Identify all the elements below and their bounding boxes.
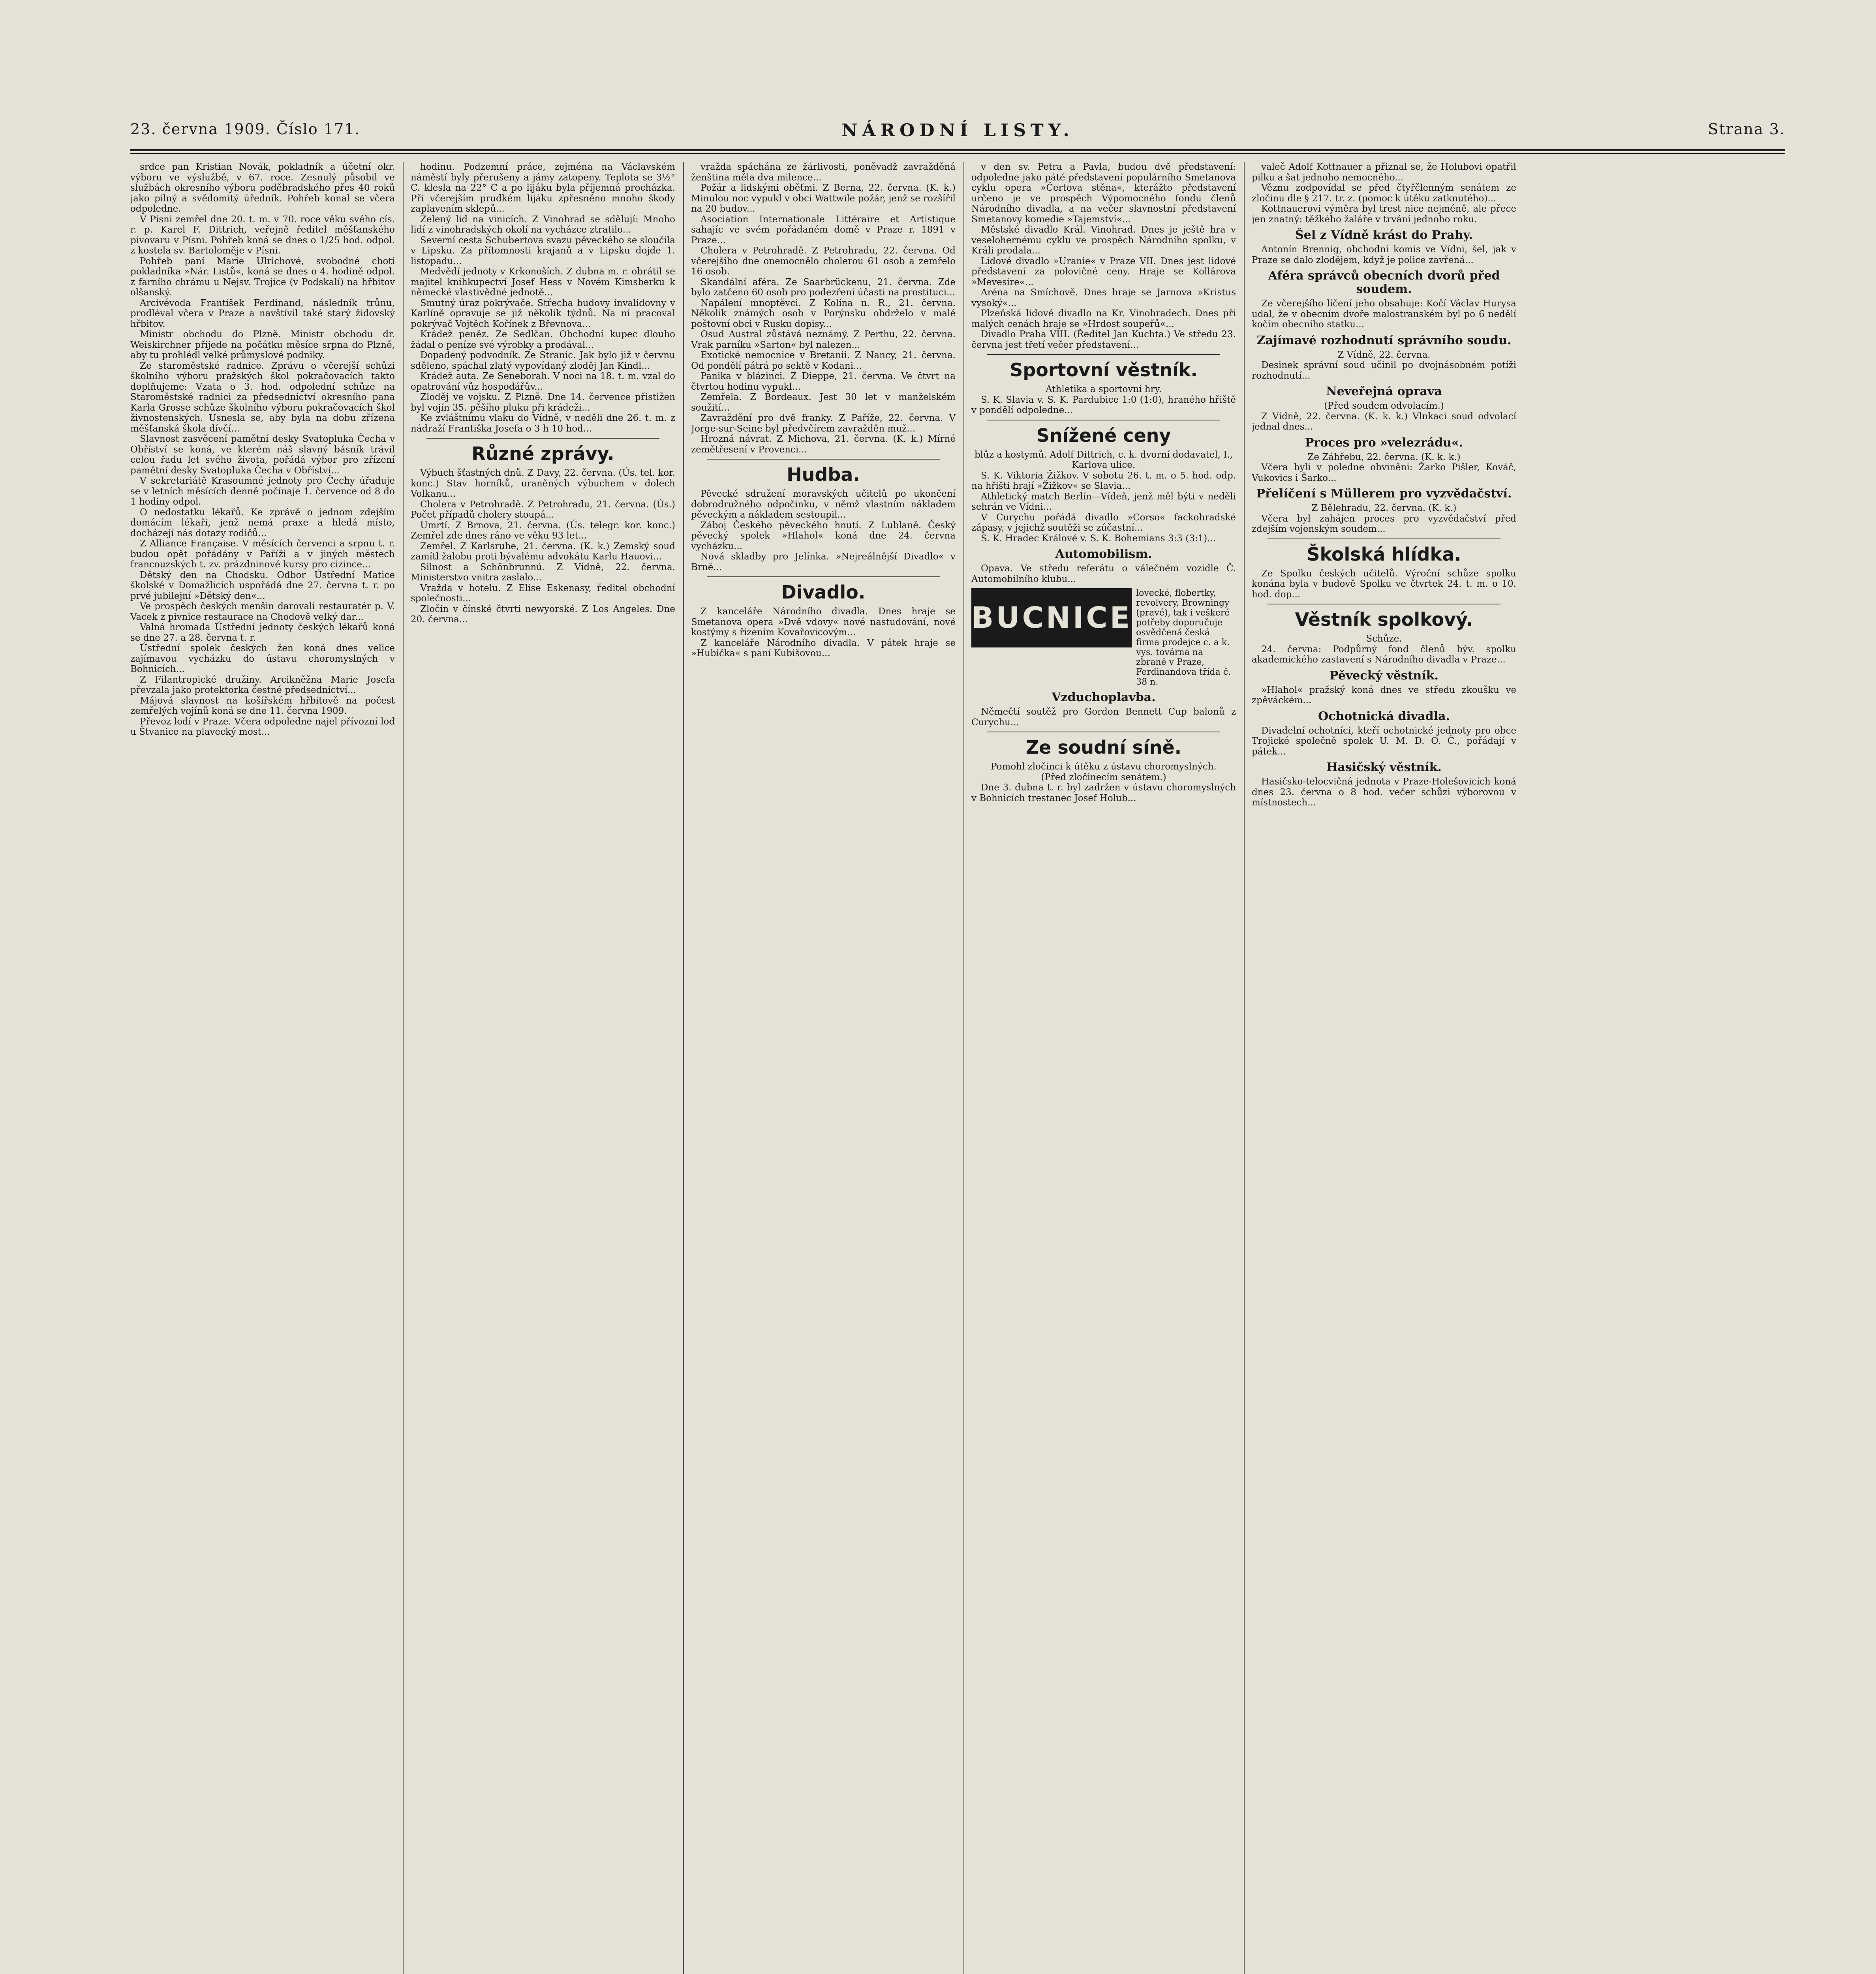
section-heading: Hudba. bbox=[787, 464, 860, 485]
article-paragraph: Hasičsko-telocvičná jednota v Praze-Holešovicích koná dnes 23. června o 8 hod. večer schůzi výborovou v místnostech... bbox=[1252, 777, 1516, 808]
article-paragraph: Plzeňská lidové divadlo na Kr. Vinohradech. Dnes při malých cenách hraje se »Hrdost soupeřů«... bbox=[971, 308, 1236, 329]
article-paragraph: Němečtí soutěž pro Gordon Bennett Cup balonů z Curychu... bbox=[971, 707, 1236, 728]
article-paragraph: Včera byl zahájen proces pro vyzvědačství před zdejším vojenským soudem... bbox=[1252, 513, 1516, 534]
section-heading: Šel z Vídně krást do Prahy. bbox=[1295, 228, 1473, 242]
article-paragraph: Májová slavnost na košířském hřbitově na počest zemřelých vojínů koná se dne 11. června 1909. bbox=[130, 695, 395, 716]
article-paragraph: Zemřel. Z Karlsruhe, 21. června. (K. k.) Zemský soud zamítl žalobu proti bývalému advokátu Karlu Hauovi... bbox=[411, 541, 675, 562]
article-paragraph: »Hlahol« pražský koná dnes ve středu zkoušku ve zpěváckém... bbox=[1252, 685, 1516, 706]
section-heading: Věstník spolkový. bbox=[1295, 609, 1473, 630]
article-paragraph: valeč Adolf Kottnauer a přiznal se, že Holubovi opatřil pilku a šat jednoho nemocného... bbox=[1252, 162, 1516, 183]
article-paragraph: (Před soudem odvolacím.) bbox=[1324, 401, 1444, 411]
column-divider bbox=[963, 162, 964, 1974]
article-paragraph: Dětský den na Chodsku. Odbor Ústřední Matice školské v Domažlicích uspořádá dne 27. června t. r. po prvé jubilejní »Dětský den«... bbox=[130, 570, 395, 601]
article-paragraph: Zavraždění pro dvě franky. Z Paříže, 22. června. V Jorge-sur-Seine byl předvčírem zavražděn muž... bbox=[691, 413, 956, 434]
article-paragraph: Skandální aféra. Ze Saarbrückenu, 21. června. Zde bylo zatčeno 60 osob pro podezření účasti na prostituci... bbox=[691, 277, 956, 298]
section-heading: Různé zprávy. bbox=[471, 443, 614, 464]
column-5 bbox=[1252, 162, 1516, 1974]
section-heading: Ze soudní síně. bbox=[1025, 737, 1182, 758]
article-paragraph: Pomohl zločinci k útěku z ústavu choromyslných. bbox=[991, 762, 1217, 772]
column-4 bbox=[971, 162, 1236, 1974]
column-divider bbox=[683, 162, 684, 1974]
article-paragraph: S. K. Slavia v. S. K. Pardubice 1:0 (1:0), hraného hřiště v pondělí odpoledne... bbox=[971, 394, 1236, 415]
article-paragraph: Panika v blázinci. Z Dieppe, 21. června. Ve čtvrt na čtvrtou hodinu vypukl... bbox=[691, 371, 956, 392]
article-paragraph: Cholera v Petrohradě. Z Petrohradu, 22. června. Od včerejšího dne onemocnělo cholerou 61 osob a zemřelo 16 osob. bbox=[691, 246, 956, 277]
article-paragraph: Z Alliance Française. V měsících červenci a srpnu t. r. budou opět pořádány v Paříži a v jiných městech francouzských t. zv. prázdninové kursy pro cizince... bbox=[130, 539, 395, 570]
article-paragraph: V sekretariátě Krasoumné jednoty pro Čechy úřaduje se v letních měsících denně počínaje 1. července od 8 do 1 hodiny odpol. bbox=[130, 476, 395, 507]
article-paragraph: Z kanceláře Národního divadla. V pátek hraje se »Hubička« s paní Kubišovou... bbox=[691, 638, 956, 659]
article-paragraph: Zemřela. Z Bordeaux. Jest 30 let v manželském soužití... bbox=[691, 392, 956, 413]
article-paragraph: Smutný úraz pokrývače. Střecha budovy invalidovny v Karlíně opravuje se již několik týdnů. Na ní pracoval pokrývač Vojtěch Kořínek z Břevnova... bbox=[411, 298, 675, 329]
section-divider bbox=[987, 354, 1220, 355]
column-1 bbox=[130, 162, 395, 1974]
article-paragraph: Arcivévoda František Ferdinand, následník trůnu, prodléval včera v Praze a navštívil také starý židovský hřbitov. bbox=[130, 298, 395, 329]
article-paragraph: Divadlo Praha VIII. (Ředitel Jan Kuchta.) Ve středu 23. června jest třetí večer představení... bbox=[971, 329, 1236, 350]
masthead-rule-thin bbox=[130, 153, 1785, 154]
article-paragraph: Ze Spolku českých učitelů. Výroční schůze spolku konána byla v budově Spolku ve čtvrtek 24. t. m. o 10. hod. dop... bbox=[1252, 568, 1516, 600]
section-heading: Aféra správců obecních dvorů před soudem. bbox=[1268, 269, 1500, 296]
article-paragraph: Desinek správní soud učinil po dvojnásobném potíži rozhodnutí... bbox=[1252, 360, 1516, 381]
article-paragraph: Záboj Českého pěveckého hnutí. Z Lublaně. Český pěvecký spolek »Hlahol« koná dne 24. června vycházku... bbox=[691, 520, 956, 552]
article-paragraph: Athletika a sportovní hry. bbox=[1046, 384, 1162, 394]
section-divider bbox=[707, 459, 940, 460]
article-paragraph: Dopadený podvodník. Ze Stranic. Jak bylo již v červnu sděleno, spáchal zlatý vypovídaný zloděj Jan Kindl... bbox=[411, 350, 675, 371]
column-divider bbox=[403, 162, 404, 1974]
article-paragraph: Kottnauerovi výměra byl trest nice nejméně, ale přece jen znatný: těžkého žaláře v trvání jednoho roku. bbox=[1252, 204, 1516, 225]
article-paragraph: Zloděj ve vojsku. Z Plzně. Dne 14. července přistižen byl vojín 35. pěšího pluku při krádeži... bbox=[411, 392, 675, 413]
article-paragraph: Antonín Brennig, obchodní komis ve Vídni, šel, jak v Praze se dalo zlodějem, když je police zavřená... bbox=[1252, 244, 1516, 265]
article-paragraph: Převoz lodí v Praze. Včera odpoledne najel přívozní loď u Štvanice na plavecký most... bbox=[130, 716, 395, 737]
page-number: Strana 3. bbox=[1708, 120, 1785, 138]
article-paragraph: Z Vídně, 22. června. (K. k. k.) Vlnkaci soud odvolací jednal dnes... bbox=[1252, 411, 1516, 432]
section-heading: Automobilism. bbox=[1055, 547, 1152, 561]
article-paragraph: Krádež auta. Ze Seneborah. V noci na 18. t. m. vzal do opatrování vůz hospodářův... bbox=[411, 371, 675, 392]
article-paragraph: S. K. Viktoria Žižkov. V sobotu 26. t. m. o 5. hod. odp. na hřišti hrají »Žižkov« se Slavia... bbox=[971, 470, 1236, 491]
article-paragraph: Napálení mnoptěvci. Z Kolína n. R., 21. června. Několik známých osob v Porýnsku obdrželo v malé poštovní obci v Rusku dopisy... bbox=[691, 298, 956, 329]
section-heading: Sportovní věstník. bbox=[1010, 359, 1198, 381]
article-paragraph: Ze Záhřebu, 22. června. (K. k. k.) bbox=[1307, 452, 1461, 462]
article-paragraph: Ve prospěch českých menšin darovali restauratér p. V. Vacek z pivnice restaurace na Chodově velký dar... bbox=[130, 601, 395, 622]
article-paragraph: (Před zločinecím senátem.) bbox=[1041, 772, 1166, 782]
masthead-rule bbox=[130, 149, 1785, 151]
ad-text: lovecké, flobertky, revolvery, Browningy (pravé), tak i veškeré potřeby doporučuje osvědčená česká firma prodejce c. a k. vys. továrna na zbraně v Praze, Ferdinandova třída č. 38 n. bbox=[1136, 588, 1231, 687]
article-paragraph: Slavnost zasvěcení pamětní desky Svatopluka Čecha v Obříství se koná, ve kterém náš slavný básník trávil celou řadu let svého života, pořádá výbor pro zřízení pamětní desky Svatopluka Čecha v Obříství... bbox=[130, 434, 395, 476]
article-paragraph: Zločin v čínské čtvrti newyorské. Z Los Angeles. Dne 20. června... bbox=[411, 604, 675, 625]
article-paragraph: hodinu. Podzemní práce, zejména na Václavském náměstí byly přerušeny a jámy zatopeny. Teplota se 3½° C. klesla na 22° C a po lijáku byla příjemná procházka. Při včerejším prudkém lijáku zpřesněno mnoho škody zaplavením sklepů... bbox=[411, 162, 675, 214]
section-heading: Proces pro »velezrádu«. bbox=[1305, 435, 1463, 450]
article-paragraph: S. K. Hradec Králové v. S. K. Bohemians 3:3 (3:1)... bbox=[981, 533, 1216, 544]
article-paragraph: Pěvecké sdružení moravských učitelů po ukončení dobrodružného odpočinku, v němž vlastním nákladem pěveckým a nákladem sestoupil... bbox=[691, 489, 956, 520]
section-heading: Přelíčení s Müllerem pro vyzvědačství. bbox=[1256, 487, 1512, 501]
article-paragraph: Ministr obchodu do Plzně. Ministr obchodu dr. Weiskirchner přijede na počátku měsíce srpna do Plzně, aby tu prohlédl velké průmyslové podniky. bbox=[130, 329, 395, 360]
article-paragraph: Dne 3. dubna t. r. byl zadržen v ústavu choromyslných v Bohnicích trestanec Josef Holub... bbox=[971, 782, 1236, 803]
section-divider bbox=[707, 576, 940, 577]
article-paragraph: Krádež peněz. Ze Sedlčan. Obchodní kupec dlouho žádal o peníze své výrobky a prodával... bbox=[411, 329, 675, 350]
article-paragraph: Opava. Ve středu referátu o válečném vozidle Č. Automobilního klubu... bbox=[971, 563, 1236, 584]
article-paragraph: Včera byli v poledne obviněni: Žarko Pišler, Kováč, Vukovics i Šarko... bbox=[1252, 462, 1516, 483]
article-paragraph: Silnost a Schönbrunnú. Z Vídně, 22. června. Ministerstvo vnitra zaslalo... bbox=[411, 562, 675, 583]
article-paragraph: Ústřední spolek českých žen koná dnes velice zajímavou vycházku do ústavu choromyslných v Bohnicích... bbox=[130, 643, 395, 674]
article-paragraph: Lidové divadlo »Uranie« v Praze VII. Dnes jest lidové představení za polovičné ceny. Hraje se Kollárova »Mevesire«... bbox=[971, 256, 1236, 287]
section-heading: Neveřejná oprava bbox=[1326, 385, 1442, 398]
column-3 bbox=[691, 162, 956, 1974]
article-paragraph: Divadelní ochotníci, kteří ochotnické jednoty pro obce Trojické společně spolek U. M. D. O. Č., pořádají v pátek... bbox=[1252, 725, 1516, 757]
article-paragraph: Asociation Internationale Littéraire et Artistique sahajíc ve svém pořádaném domě v Praze r. 1891 v Praze... bbox=[691, 214, 956, 246]
article-paragraph: Pohřeb paní Marie Ulrichové, svobodné choti pokladníka »Nár. Listů«, koná se dnes o 4. hodině odpol. z farního chrámu u Nejsv. Trojice (v Podskalí) na hřbitov olšanský. bbox=[130, 256, 395, 298]
section-heading: Snížené ceny bbox=[1036, 424, 1171, 446]
section-heading: Pěvecký věstník. bbox=[1330, 668, 1438, 683]
article-paragraph: Athletický match Berlín—Vídeň, jenž měl býti v neděli sehrán ve Vídni... bbox=[971, 491, 1236, 512]
article-paragraph: Exotické nemocnice v Bretanii. Z Nancy, 21. června. Od pondělí pátrá po sektě v Kodani... bbox=[691, 350, 956, 371]
article-paragraph: Severní cesta Schubertova svazu pěveckého se sloučila v Lipsku. Za přítomnosti krajanů a v Lipsku dojde 1. listopadu... bbox=[411, 235, 675, 266]
section-heading: Hasičský věstník. bbox=[1326, 760, 1442, 774]
article-paragraph: Ke zvláštnímu vlaku do Vídně, v neděli dne 26. t. m. z nádraží Františka Josefa o 3 h 10 hod... bbox=[411, 413, 675, 434]
section-heading: Školská hlídka. bbox=[1307, 543, 1461, 565]
column-2 bbox=[411, 162, 675, 1974]
article-paragraph: Požár a lidskými oběťmi. Z Berna, 22. června. (K. k.) Minulou noc vypukl v obci Wattwile požár, jenž se rozšířil na 20 budov... bbox=[691, 183, 956, 214]
article-paragraph: 24. června: Podpůrný fond členů býv. spolku akademického zastavení s Národního divadla v Praze... bbox=[1252, 644, 1516, 665]
article-paragraph: O nedostatku lékařů. Ke zprávě o jednom zdejším domácím lékaři, jenž nemá praxe a hledá místo, docházejí nás dotazy rodičů... bbox=[130, 507, 395, 539]
article-paragraph: Věznu zodpovídal se před čtyřčlenným senátem ze zločinu dle § 217. tr. z. (pomoc k útěku zatknutého)... bbox=[1252, 183, 1516, 204]
article-paragraph: vražda spáchána ze žárlivosti, poněvadž zavražděná ženština měla dva milence... bbox=[691, 162, 956, 183]
article-paragraph: blůz a kostymů. Adolf Dittrich, c. k. dvorní dodavatel, I., Karlova ulice. bbox=[974, 449, 1233, 470]
article-paragraph: Nová skladby pro Jelínka. »Nejreálnější Divadlo« v Brně... bbox=[691, 552, 956, 572]
article-paragraph: Cholera v Petrohradě. Z Petrohradu, 21. června. (Ús.) Počet případů cholery stoupá... bbox=[411, 499, 675, 520]
article-paragraph: Městské divadlo Král. Vinohrad. Dnes je ještě hra v veselohernému cyklu ve prospěch Národního spolku, v Králi prodala... bbox=[971, 225, 1236, 256]
article-paragraph: Medvědí jednoty v Krkonoších. Z dubna m. r. obrátil se majitel knihkupectví Josef Hess v Novém Kimsberku k německé vlastivědné jednotě... bbox=[411, 266, 675, 298]
article-paragraph: Schůze. bbox=[1366, 634, 1402, 644]
section-divider bbox=[426, 438, 659, 439]
article-paragraph: Z Bělehradu, 22. června. (K. k.) bbox=[1311, 503, 1457, 513]
article-paragraph: Hrozná návrat. Z Michova, 21. června. (K. k.) Mírné zemětřesení v Provenci... bbox=[691, 434, 956, 455]
columns bbox=[130, 162, 1785, 1974]
section-heading: Vzduchoplavba. bbox=[1052, 691, 1156, 704]
advertisement-bucnice bbox=[971, 588, 1236, 687]
issue-date: 23. června 1909. Číslo 171. bbox=[130, 120, 361, 138]
masthead bbox=[130, 120, 1785, 148]
article-paragraph: Zelený lid na vinicích. Z Vinohrad se sdělují: Mnoho lidí z vinohradských okolí na vycházce ztratilo... bbox=[411, 214, 675, 235]
article-paragraph: Z Filantropické družiny. Arcikněžna Marie Josefa převzala jako protektorka čestné předsednictví... bbox=[130, 674, 395, 695]
section-heading: Zajímavé rozhodnutí správního soudu. bbox=[1256, 333, 1512, 347]
article-paragraph: Valná hromada Ústřední jednoty českých lékařů koná se dne 27. a 28. června t. r. bbox=[130, 622, 395, 643]
article-paragraph: Z kanceláře Národního divadla. Dnes hraje se Smetanova opera »Dvě vdovy« nové nastudování, nové kostýmy s řízením Kovařovicovým... bbox=[691, 606, 956, 638]
article-paragraph: srdce pan Kristian Novák, pokladník a účetní okr. výboru ve výslužbě, v 67. roce. Zesnulý působil ve službách okresního výboru poděbradského přes 40 roků jako pilný a svědomitý úředník. Pohřeb konal se včera odpoledne. bbox=[130, 162, 395, 214]
article-paragraph: Ze staroměstské radnice. Zprávu o včerejší schůzi školního výboru pražských škol pokračovacích takto doplňujeme: Vzata o 3. hod. odpolední schůze na Staroměstské radnici za předsednictví okresního pana Karla Grosse schůze školního výboru pokračovacích škol živnostenských. Usnesla se, aby byla na dobu zřízena měšťanská škola dívčí... bbox=[130, 360, 395, 434]
article-paragraph: Aréna na Smíchově. Dnes hraje se Jarnova »Kristus vysoký«... bbox=[971, 287, 1236, 308]
article-paragraph: v den sv. Petra a Pavla, budou dvě představení: odpoledne jako páté představení populárního Smetanova cyklu opera »Čertova stěna«, kterážto představení určeno je ve prospěch Výpomocného fondu členů Národního divadla, a na večer slavnostní představení Smetanovy komedie »Tajemství«... bbox=[971, 162, 1236, 225]
article-paragraph: V Písni zemřel dne 20. t. m. v 70. roce věku svého cís. r. p. Karel F. Dittrich, veřejně ředitel měšťanského pivovaru v Písni. Pohřeb koná se dnes o 1/25 hod. odpol. z kostela sv. Bartoloměje v Písni. bbox=[130, 214, 395, 256]
article-paragraph: Osud Austral zůstává neznámý. Z Perthu, 22. června. Vrak parníku »Sarton« byl nalezen... bbox=[691, 329, 956, 350]
newspaper-title: NÁRODNÍ LISTY. bbox=[841, 120, 1074, 141]
column-divider bbox=[1244, 162, 1245, 1974]
article-paragraph: Ze včerejšího líčení jeho obsahuje: Kočí Václav Hurysa udal, že v obecním dvoře malostranském byl po 6 nedělí kočím obecního statku... bbox=[1252, 298, 1516, 330]
ad-logo: BUCNICE bbox=[971, 588, 1132, 647]
section-heading: Divadlo. bbox=[781, 582, 866, 603]
article-paragraph: Z Vídně, 22. června. bbox=[1337, 349, 1431, 360]
section-heading: Ochotnická divadla. bbox=[1318, 709, 1450, 723]
article-paragraph: Výbuch šťastných dnů. Z Davy, 22. června. (Ús. tel. kor. konc.) Stav horníků, uraněných výbuchem v dolech Volkanu... bbox=[411, 468, 675, 499]
article-paragraph: Vražda v hotelu. Z Elise Eskenasy, ředitel obchodní společnosti... bbox=[411, 583, 675, 604]
article-paragraph: Umrtí. Z Brnova, 21. června. (Ús. telegr. kor. konc.) Zemřel zde dnes ráno ve věku 93 let... bbox=[411, 520, 675, 541]
article-paragraph: V Curychu pořádá divadlo »Corso« fackohradské zápasy, v jejichž soutěži se zúčastní... bbox=[971, 512, 1236, 533]
